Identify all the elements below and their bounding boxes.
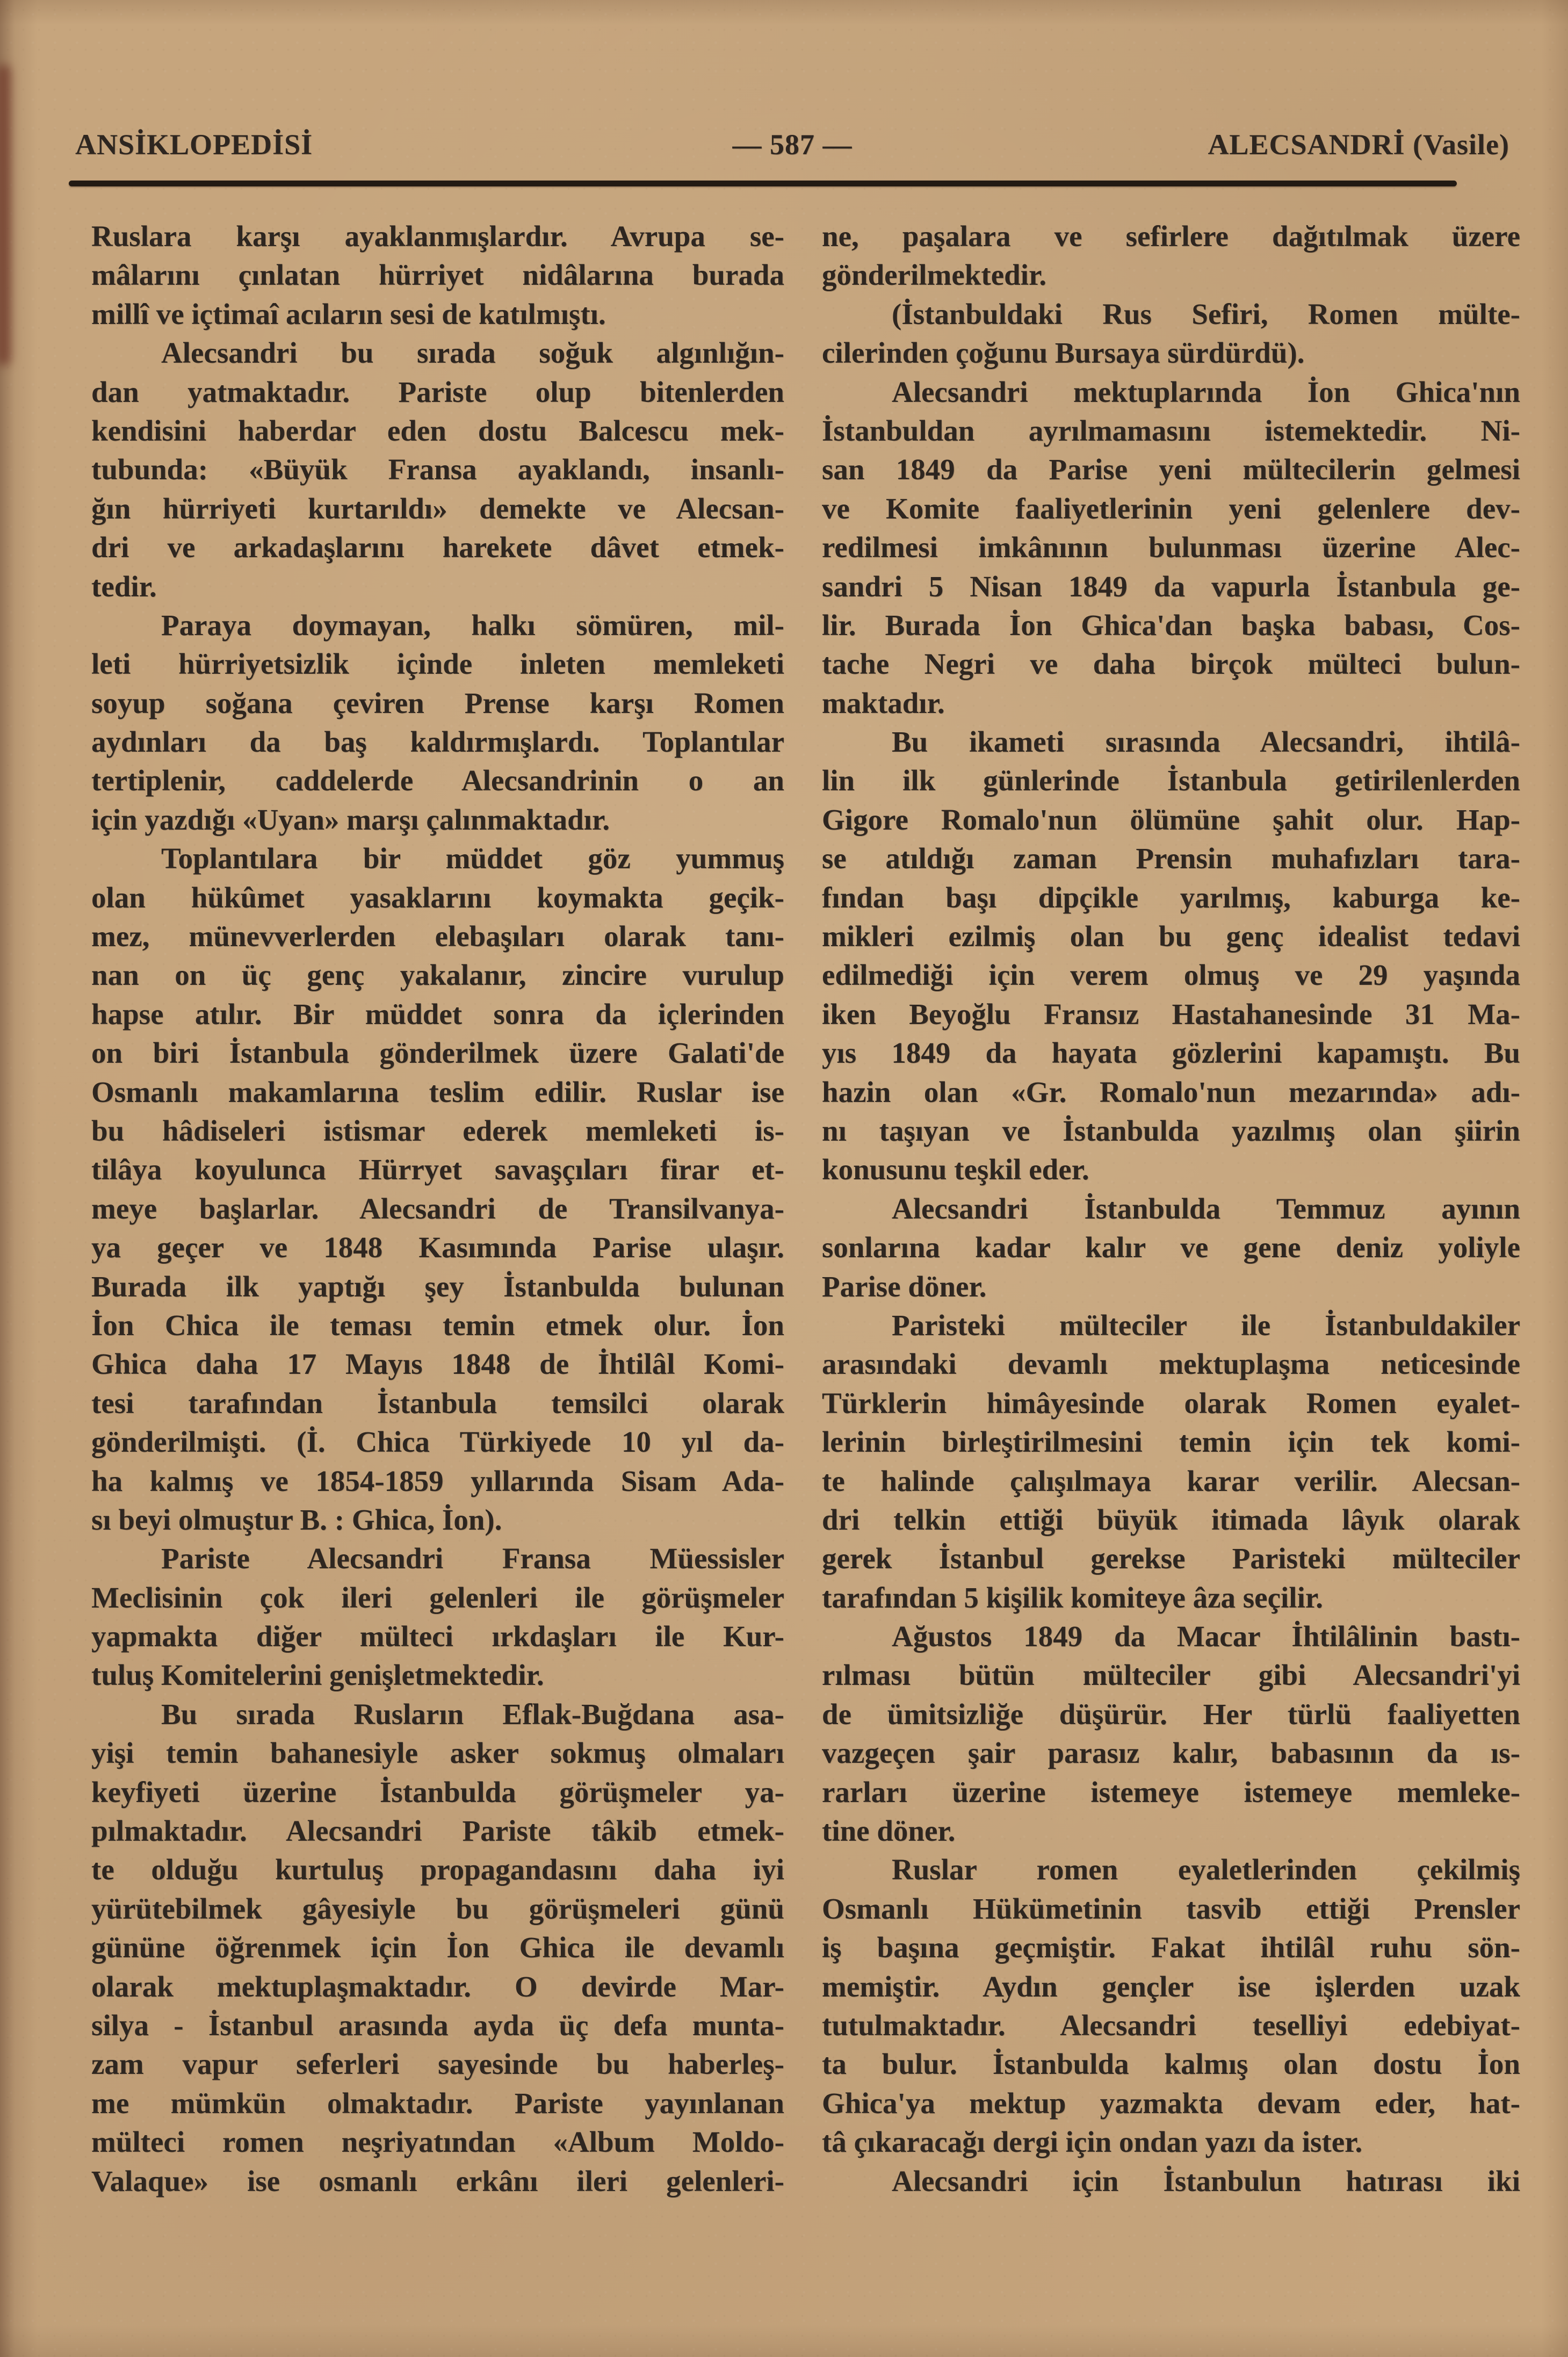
- text-columns: [91, 217, 1520, 2201]
- text-line: yişi temin bahanesiyle asker sokmuş olmaları: [91, 1736, 784, 1770]
- text-line: cilerinden çoğunu Bursaya sürdürdü).: [822, 336, 1305, 370]
- text-line: pılmaktadır. Alecsandri Pariste tâkib etmek-: [91, 1814, 784, 1848]
- text-line: dri ve arkadaşlarını harekete dâvet etmek-: [91, 531, 784, 564]
- text-line: edilmediği için verem olmuş ve 29 yaşında: [822, 958, 1520, 992]
- paragraph: [91, 1695, 784, 2201]
- running-header: [75, 128, 1509, 161]
- text-line: on biri İstanbula gönderilmek üzere Galati'de: [91, 1036, 784, 1070]
- column-right: [822, 217, 1520, 2201]
- text-line: leti hürriyetsizlik içinde inleten memleketi: [91, 647, 784, 681]
- text-line: ve Komite faaliyetlerinin yeni gelenlere dev-: [822, 492, 1520, 525]
- text-line: kendisini haberdar eden dostu Balcescu mek-: [91, 414, 784, 447]
- text-line: Valaque» ise osmanlı erkânı ileri gelenleri-: [91, 2164, 784, 2197]
- paragraph: [822, 217, 1520, 295]
- text-line: redilmesi imkânının bulunması üzerine Alec-: [822, 531, 1520, 564]
- text-line: Ruslara karşı ayaklanmışlardır. Avrupa se-: [91, 220, 784, 253]
- text-line: Osmanlı makamlarına teslim edilir. Ruslar ise: [91, 1075, 784, 1108]
- text-line: konusunu teşkil eder.: [822, 1153, 1089, 1186]
- text-line: rarları üzerine istemeye istemeye memleke-: [822, 1775, 1520, 1808]
- text-line: gönderilmişti. (İ. Chica Türkiyede 10 yıl da-: [91, 1425, 784, 1459]
- paragraph: [822, 373, 1520, 723]
- text-line: meye başlarlar. Alecsandri de Transilvanya-: [91, 1192, 784, 1225]
- text-line: Ruslar romen eyaletlerinden çekilmiş: [892, 1853, 1520, 1886]
- text-line: Türklerin himâyesinde olarak Romen eyalet-: [822, 1386, 1520, 1419]
- page-left-edge-shadow: [0, 0, 38, 2357]
- text-line: gönderilmektedir.: [822, 258, 1047, 292]
- page-top-edge-shadow: [0, 0, 1568, 25]
- text-line: de ümitsizliğe düşürür. Her türlü faaliyetten: [822, 1697, 1520, 1731]
- text-line: İon Chica ile teması temin etmek olur. İon: [91, 1308, 784, 1342]
- text-line: memiştir. Aydın gençler ise işlerden uzak: [822, 1970, 1520, 2003]
- text-line: Ağustos 1849 da Macar İhtilâlinin bastı-: [892, 1620, 1520, 1653]
- text-line: ya geçer ve 1848 Kasımında Parise ulaşır.: [91, 1231, 784, 1264]
- text-line: için yazdığı «Uyan» marşı çalınmaktadır.: [91, 803, 610, 836]
- binding-stain: [0, 64, 11, 365]
- text-line: Osmanlı Hükümetinin tasvib ettiği Prensler: [822, 1892, 1520, 1925]
- text-line: Paristeki mülteciler ile İstanbuldakiler: [892, 1308, 1520, 1342]
- text-line: arasındaki devamlı mektuplaşma neticesinde: [822, 1347, 1520, 1381]
- text-line: me mümkün olmaktadır. Pariste yayınlanan: [91, 2086, 784, 2120]
- text-line: se atıldığı zaman Prensin muhafızları tara-: [822, 842, 1520, 875]
- text-line: Ghica'ya mektup yazmakta devam eder, hat-: [822, 2086, 1520, 2120]
- text-line: Alecsandri İstanbulda Temmuz ayının: [892, 1192, 1520, 1225]
- text-line: mikleri ezilmiş olan bu genç idealist tedavi: [822, 920, 1520, 953]
- text-line: bu hâdiseleri istismar ederek memleketi is-: [91, 1114, 784, 1147]
- text-line: Bu sırada Rusların Eflak-Buğdana asa-: [161, 1697, 784, 1731]
- text-line: ne, paşalara ve sefirlere dağıtılmak üzere: [822, 220, 1520, 253]
- text-line: maktadır.: [822, 686, 945, 719]
- text-line: Parise döner.: [822, 1270, 987, 1303]
- text-line: nan on üç genç yakalanır, zincire vurulup: [91, 958, 784, 992]
- text-line: olarak mektuplaşmaktadır. O devirde Mar-: [91, 1970, 784, 2003]
- paragraph: [822, 1190, 1520, 1306]
- text-line: Bu ikameti sırasında Alecsandri, ihtilâ-: [892, 725, 1520, 759]
- text-line: sandri 5 Nisan 1849 da vapurla İstanbula ge-: [822, 570, 1520, 603]
- text-line: hazin olan «Gr. Romalo'nun mezarında» adı-: [822, 1075, 1520, 1108]
- text-line: rılması bütün mülteciler gibi Alecsandri'yi: [822, 1659, 1520, 1692]
- paragraph: [91, 606, 784, 839]
- text-line: tertiplenir, caddelerde Alecsandrinin o an: [91, 764, 784, 797]
- paragraph: [822, 1850, 1520, 2161]
- text-line: tine döner.: [822, 1814, 956, 1848]
- text-line: mülteci romen neşriyatından «Album Moldo-: [91, 2125, 784, 2159]
- text-line: lir. Burada İon Ghica'dan başka babası, Cos-: [822, 608, 1520, 641]
- text-line: Ghica daha 17 Mayıs 1848 de İhtilâl Komi-: [91, 1347, 784, 1381]
- text-line: tutulmaktadır. Alecsandri teselliyi edebiyat-: [822, 2008, 1520, 2042]
- text-line: vazgeçen şair parasız kalır, babasının da ıs-: [822, 1736, 1520, 1770]
- text-line: Alecsandri için İstanbulun hatırası iki: [892, 2164, 1520, 2197]
- text-line: Burada ilk yaptığı şey İstanbulda bulunan: [91, 1270, 784, 1303]
- text-line: Alecsandri mektuplarında İon Ghica'nın: [892, 375, 1520, 408]
- text-line: iken Beyoğlu Fransız Hastahanesinde 31 Ma-: [822, 997, 1520, 1030]
- page-bottom-edge-shadow: [0, 2325, 1568, 2357]
- text-line: Alecsandri bu sırada soğuk algınlığın-: [161, 336, 784, 370]
- text-line: fından başı dipçikle yarılmış, kaburga ke-: [822, 881, 1520, 914]
- text-line: nı taşıyan ve İstanbulda yazılmış olan şiirin: [822, 1114, 1520, 1147]
- text-line: Toplantılara bir müddet göz yummuş: [161, 842, 784, 875]
- text-line: sı beyi olmuştur B. : Ghica, İon).: [91, 1503, 502, 1536]
- text-line: ğın hürriyeti kurtarıldı» demekte ve Alecsan-: [91, 492, 784, 525]
- paragraph: [91, 334, 784, 606]
- text-line: İstanbuldan ayrılmamasını istemektedir. Ni-: [822, 414, 1520, 447]
- text-line: te olduğu kurtuluş propagandasını daha iyi: [91, 1853, 784, 1886]
- text-line: hapse atılır. Bir müddet sonra da içlerinden: [91, 997, 784, 1030]
- header-rule: [69, 181, 1457, 186]
- text-line: lin ilk günlerinde İstanbula getirilenlerden: [822, 764, 1520, 797]
- page-right-edge-shadow: [1541, 0, 1568, 2357]
- text-line: tedir.: [91, 570, 157, 603]
- text-line: dri telkin ettiği büyük itimada lâyık olarak: [822, 1503, 1520, 1536]
- header-page-number: — 587 —: [732, 128, 852, 161]
- text-line: yürütebilmek gâyesiyle bu görüşmeleri günü: [91, 1892, 784, 1925]
- text-line: aydınları da baş kaldırmışlardı. Toplantılar: [91, 725, 784, 759]
- text-line: tesi tarafından İstanbula temsilci olarak: [91, 1386, 784, 1419]
- paragraph: [822, 295, 1520, 373]
- text-line: (İstanbuldaki Rus Sefiri, Romen mülte-: [892, 297, 1520, 330]
- header-article-title: ALECSANDRİ (Vasile): [1208, 128, 1509, 161]
- paragraph: [822, 2162, 1520, 2201]
- text-line: tarafından 5 kişilik komiteye âza seçilir.: [822, 1581, 1323, 1614]
- paragraph: [822, 1306, 1520, 1617]
- text-line: tache Negri ve daha birçok mülteci bulun-: [822, 647, 1520, 681]
- paragraph: [822, 1617, 1520, 1850]
- text-line: lerinin birleştirilmesini temin için tek komi-: [822, 1425, 1520, 1459]
- text-line: keyfiyeti üzerine İstanbulda görüşmeler ya-: [91, 1775, 784, 1808]
- text-line: te halinde çalışılmaya karar verilir. Alecsan-: [822, 1464, 1520, 1497]
- text-line: Gigore Romalo'nun ölümüne şahit olur. Hap-: [822, 803, 1520, 836]
- header-book-title: ANSİKLOPEDİSİ: [75, 128, 313, 161]
- text-line: Pariste Alecsandri Fransa Müessisler: [161, 1542, 784, 1575]
- paragraph: [91, 1539, 784, 1695]
- paragraph: [91, 217, 784, 334]
- text-line: yapmakta diğer mülteci ırkdaşları ile Kur-: [91, 1620, 784, 1653]
- text-line: san 1849 da Parise yeni mültecilerin gelmesi: [822, 453, 1520, 486]
- text-line: tilâya koyulunca Hürryet savaşçıları firar et-: [91, 1153, 784, 1186]
- text-line: Paraya doymayan, halkı sömüren, mil-: [161, 608, 784, 641]
- text-line: ta bulur. İstanbulda kalmış olan dostu İon: [822, 2048, 1520, 2081]
- text-line: zam vapur seferleri sayesinde bu haberleş-: [91, 2048, 784, 2081]
- column-left: [91, 217, 784, 2201]
- text-line: dan yatmaktadır. Pariste olup bitenlerden: [91, 375, 784, 408]
- text-line: soyup soğana çeviren Prense karşı Romen: [91, 686, 784, 719]
- text-line: yıs 1849 da hayata gözlerini kapamıştı. Bu: [822, 1036, 1520, 1070]
- paragraph: [91, 839, 784, 1539]
- text-line: iş başına geçmiştir. Fakat ihtilâl ruhu sön-: [822, 1931, 1520, 1964]
- text-line: mez, münevverlerden elebaşıları olarak tanı-: [91, 920, 784, 953]
- text-line: sonlarına kadar kalır ve gene deniz yoliyle: [822, 1231, 1520, 1264]
- text-line: mâlarını çınlatan hürriyet nidâlarına burada: [91, 258, 784, 292]
- text-line: tuluş Komitelerini genişletmektedir.: [91, 1659, 544, 1692]
- text-line: gerek İstanbul gerekse Paristeki mülteciler: [822, 1542, 1520, 1575]
- text-line: gününe öğrenmek için İon Ghica ile devamlı: [91, 1931, 784, 1964]
- text-line: olan hükûmet yasaklarını koymakta geçik-: [91, 881, 784, 914]
- text-line: tâ çıkaracağı dergi için ondan yazı da ister.: [822, 2125, 1363, 2159]
- paragraph: [822, 723, 1520, 1190]
- text-line: millî ve içtimaî acıların sesi de katılmıştı.: [91, 297, 606, 330]
- text-line: silya - İstanbul arasında ayda üç defa munta-: [91, 2008, 784, 2042]
- text-line: tubunda: «Büyük Fransa ayaklandı, insanlı-: [91, 453, 784, 486]
- text-line: Meclisinin çok ileri gelenleri ile görüşmeler: [91, 1581, 784, 1614]
- text-line: ha kalmış ve 1854-1859 yıllarında Sisam Ada-: [91, 1464, 784, 1497]
